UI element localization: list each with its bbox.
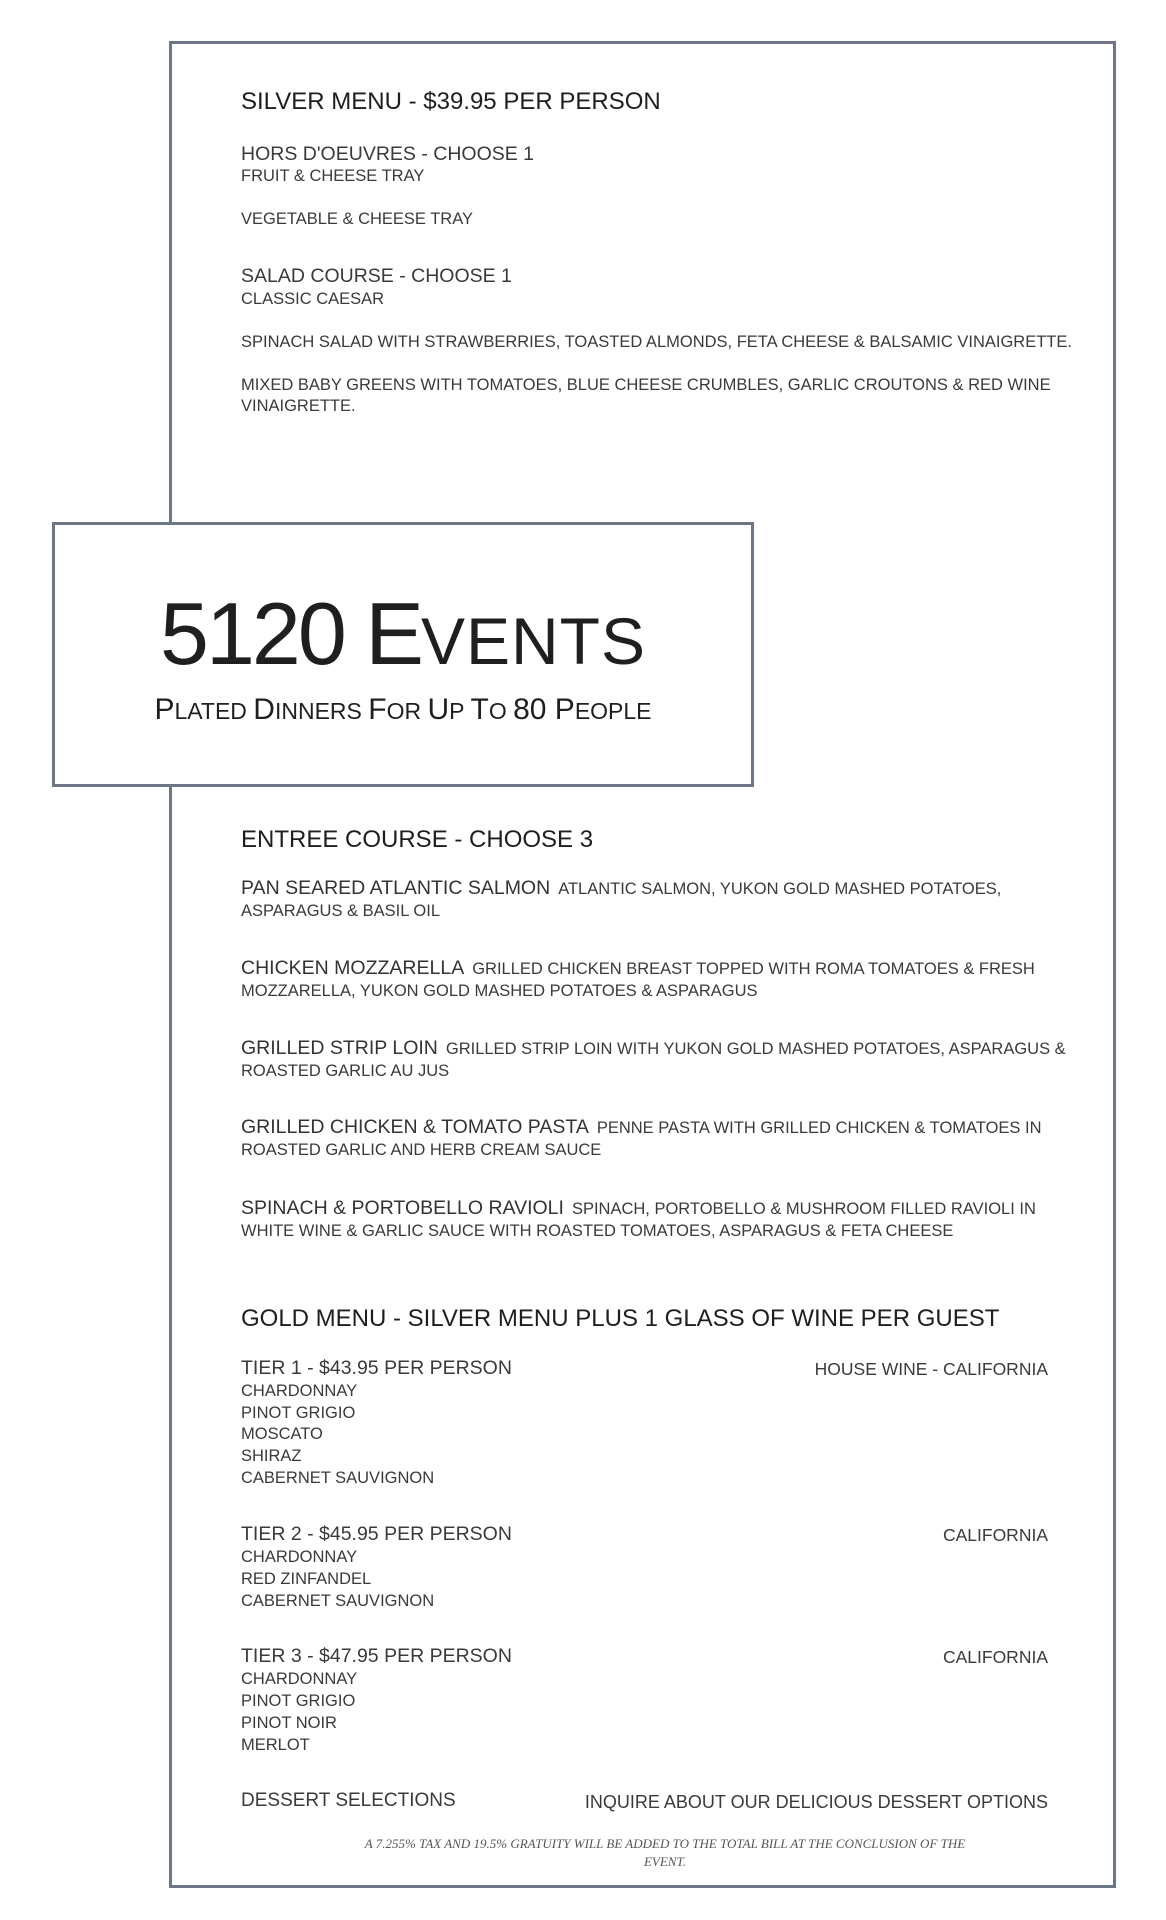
tagline-rest: OR <box>386 698 428 724</box>
brand-word-rest: VENTS <box>420 604 646 678</box>
entree-desc-line1: GRILLED CHICKEN BREAST TOPPED WITH ROMA TOMATOES & FRESH <box>472 960 1035 978</box>
salad-item-continued: VINAIGRETTE. <box>241 397 356 415</box>
gold-menu-heading: GOLD MENU - SILVER MENU PLUS 1 GLASS OF WINE PER GUEST <box>241 1305 1000 1332</box>
footer-line1: A 7.255% TAX AND 19.5% GRATUITY WILL BE ADDED TO THE TOTAL BILL AT THE CONCLUSION OF THE <box>364 1836 966 1851</box>
tagline-cap: U <box>427 693 450 726</box>
wine-item: CHARDONNAY <box>241 1670 358 1688</box>
tagline-rest: P <box>449 698 471 724</box>
entree-name: SPINACH & PORTOBELLO RAVIOLI <box>241 1197 564 1219</box>
entree-desc-line1: PENNE PASTA WITH GRILLED CHICKEN & TOMATOES IN <box>596 1119 1042 1137</box>
tagline-cap: D <box>253 693 275 726</box>
tier-region: CALIFORNIA <box>942 1647 1048 1667</box>
tagline-cap: F <box>368 693 387 726</box>
entree-desc-line2: ASPARAGUS & BASIL OIL <box>241 902 440 920</box>
tagline-rest: EOPLE <box>574 698 652 724</box>
entree-item <box>241 957 1076 1002</box>
salad-item: CLASSIC CAESAR <box>241 290 385 308</box>
entree-item <box>241 1116 1076 1161</box>
brand-box <box>52 522 754 787</box>
dessert-note: INQUIRE ABOUT OUR DELICIOUS DESSERT OPTIONS <box>584 1792 1048 1812</box>
entree-desc-line1: GRILLED STRIP LOIN WITH YUKON GOLD MASHED POTATOES, ASPARAGUS & <box>445 1040 1066 1058</box>
tier-title: TIER 2 - $45.95 PER PERSON <box>241 1523 512 1545</box>
brand-tagline <box>55 695 751 725</box>
dessert-label: DESSERT SELECTIONS <box>241 1790 456 1811</box>
salad-course-title: SALAD COURSE - CHOOSE 1 <box>241 265 512 287</box>
wine-item: CHARDONNAY <box>241 1382 358 1400</box>
tier-title: TIER 1 - $43.95 PER PERSON <box>241 1357 512 1379</box>
tagline-rest: INNERS <box>274 698 369 724</box>
tagline-cap: P <box>154 693 175 726</box>
wine-item: CHARDONNAY <box>241 1548 358 1566</box>
wine-item: MERLOT <box>241 1736 310 1754</box>
entree-name: GRILLED CHICKEN & TOMATO PASTA <box>241 1116 589 1138</box>
wine-item: PINOT GRIGIO <box>241 1692 356 1710</box>
tier-region: CALIFORNIA <box>942 1525 1048 1545</box>
wine-item: PINOT GRIGIO <box>241 1404 356 1422</box>
entree-desc-line2: WHITE WINE & GARLIC SAUCE WITH ROASTED TOMATOES, ASPARAGUS & FETA CHEESE <box>241 1222 954 1240</box>
wine-item: SHIRAZ <box>241 1447 302 1465</box>
hors-item: FRUIT & CHEESE TRAY <box>241 167 425 185</box>
tagline-cap: 80 P <box>513 693 575 726</box>
entree-name: PAN SEARED ATLANTIC SALMON <box>241 877 551 899</box>
wine-item: CABERNET SAUVIGNON <box>241 1592 435 1610</box>
tagline-cap: T <box>470 693 489 726</box>
entree-item <box>241 877 1076 922</box>
entree-name: CHICKEN MOZZARELLA <box>241 957 465 979</box>
brand-number: 5120 <box>160 584 344 683</box>
entree-item <box>241 1037 1076 1082</box>
wine-item: MOSCATO <box>241 1425 323 1443</box>
hors-item: VEGETABLE & CHEESE TRAY <box>241 210 473 228</box>
silver-menu-heading: SILVER MENU - $39.95 PER PERSON <box>241 88 661 115</box>
entree-item <box>241 1197 1076 1242</box>
hors-doeuvres-title: HORS D'OEUVRES - CHOOSE 1 <box>241 143 535 165</box>
tier-title: TIER 3 - $47.95 PER PERSON <box>241 1645 512 1667</box>
entree-course-heading: ENTREE COURSE - CHOOSE 3 <box>241 826 594 853</box>
wine-item: CABERNET SAUVIGNON <box>241 1469 435 1487</box>
salad-item: MIXED BABY GREENS WITH TOMATOES, BLUE CHEESE CRUMBLES, GARLIC CROUTONS & RED WINE <box>241 376 1051 394</box>
tagline-rest: O <box>488 698 514 724</box>
entree-desc-line2: MOZZARELLA, YUKON GOLD MASHED POTATOES & ASPARAGUS <box>241 982 758 1000</box>
brand-title <box>55 584 751 683</box>
entree-desc-line1: SPINACH, PORTOBELLO & MUSHROOM FILLED RAVIOLI IN <box>571 1200 1036 1218</box>
entree-desc-line2: ROASTED GARLIC AU JUS <box>241 1062 450 1080</box>
entree-desc-line2: ROASTED GARLIC AND HERB CREAM SAUCE <box>241 1141 602 1159</box>
footer-line2: EVENT. <box>643 1854 686 1869</box>
entree-name: GRILLED STRIP LOIN <box>241 1037 438 1059</box>
brand-word-initial: E <box>365 584 421 683</box>
tier-region: HOUSE WINE - CALIFORNIA <box>814 1359 1048 1379</box>
wine-item: PINOT NOIR <box>241 1714 337 1732</box>
tagline-rest: LATED <box>174 698 254 724</box>
wine-item: RED ZINFANDEL <box>241 1570 372 1588</box>
tax-gratuity-note <box>270 1835 1060 1871</box>
salad-item: SPINACH SALAD WITH STRAWBERRIES, TOASTED ALMONDS, FETA CHEESE & BALSAMIC VINAIGRETTE. <box>241 333 1072 351</box>
entree-desc-line1: ATLANTIC SALMON, YUKON GOLD MASHED POTATOES, <box>558 880 1002 898</box>
